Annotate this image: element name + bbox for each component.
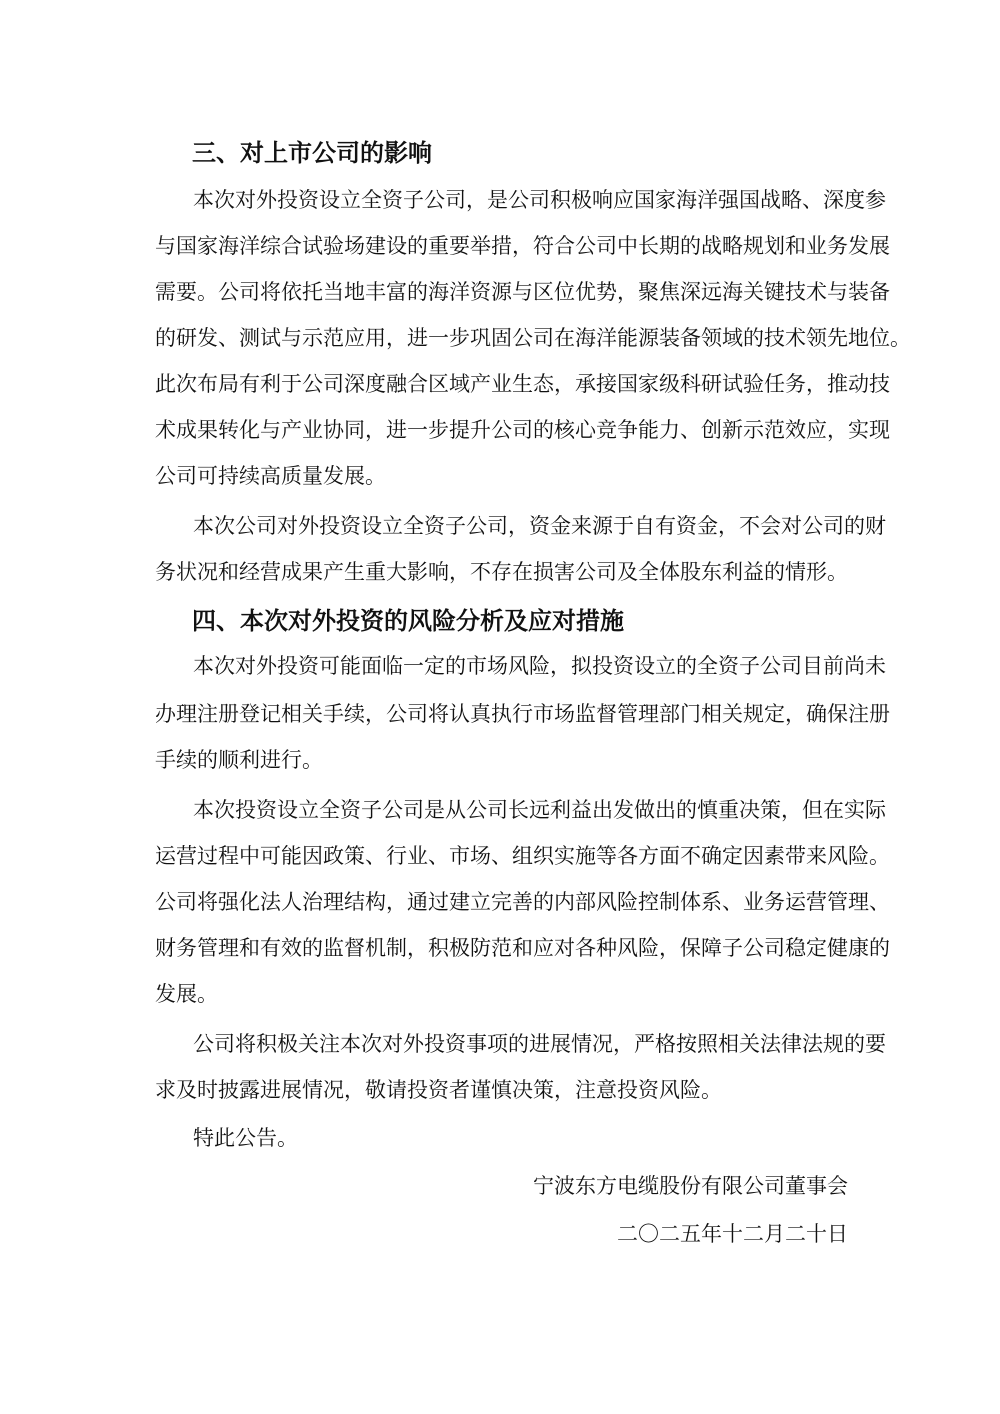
paragraph-line: 财务管理和有效的监督机制，积极防范和应对各种风险，保障子公司稳定健康的: [155, 936, 890, 960]
paragraph-line: 运营过程中可能因政策、行业、市场、组织实施等各方面不确定因素带来风险。: [155, 844, 890, 868]
paragraph-line: 需要。公司将依托当地丰富的海洋资源与区位优势，聚焦深远海关键技术与装备: [155, 280, 890, 304]
section-heading: 四、本次对外投资的风险分析及应对措施: [192, 607, 624, 635]
closing-notice: 特此公告。: [193, 1126, 298, 1150]
paragraph-line: 求及时披露进展情况，敬请投资者谨慎决策，注意投资风险。: [155, 1078, 722, 1102]
paragraph-line: 与国家海洋综合试验场建设的重要举措，符合公司中长期的战略规划和业务发展: [155, 234, 890, 258]
signature-company: 宁波东方电缆股份有限公司董事会: [533, 1174, 848, 1198]
paragraph-line: 术成果转化与产业协同，进一步提升公司的核心竞争能力、创新示范效应，实现: [155, 418, 890, 442]
paragraph-line: 本次对外投资可能面临一定的市场风险，拟投资设立的全资子公司目前尚未: [193, 654, 886, 678]
paragraph-line: 公司将积极关注本次对外投资事项的进展情况，严格按照相关法律法规的要: [193, 1032, 886, 1056]
paragraph-line: 办理注册登记相关手续，公司将认真执行市场监督管理部门相关规定，确保注册: [155, 702, 890, 726]
paragraph-line: 本次公司对外投资设立全资子公司，资金来源于自有资金，不会对公司的财: [193, 514, 886, 538]
paragraph-line: 本次对外投资设立全资子公司，是公司积极响应国家海洋强国战略、深度参: [193, 188, 886, 212]
paragraph-line: 手续的顺利进行。: [155, 748, 323, 772]
paragraph-line: 发展。: [155, 982, 218, 1006]
paragraph-line: 的研发、测试与示范应用，进一步巩固公司在海洋能源装备领域的技术领先地位。: [155, 326, 911, 350]
paragraph-line: 公司可持续高质量发展。: [155, 464, 386, 488]
section-heading: 三、对上市公司的影响: [192, 139, 432, 167]
paragraph-line: 公司将强化法人治理结构，通过建立完善的内部风险控制体系、业务运营管理、: [155, 890, 890, 914]
signature-date: 二〇二五年十二月二十日: [617, 1222, 848, 1246]
paragraph-line: 务状况和经营成果产生重大影响，不存在损害公司及全体股东利益的情形。: [155, 560, 848, 584]
paragraph-line: 此次布局有利于公司深度融合区域产业生态，承接国家级科研试验任务，推动技: [155, 372, 890, 396]
paragraph-line: 本次投资设立全资子公司是从公司长远利益出发做出的慎重决策，但在实际: [193, 798, 886, 822]
